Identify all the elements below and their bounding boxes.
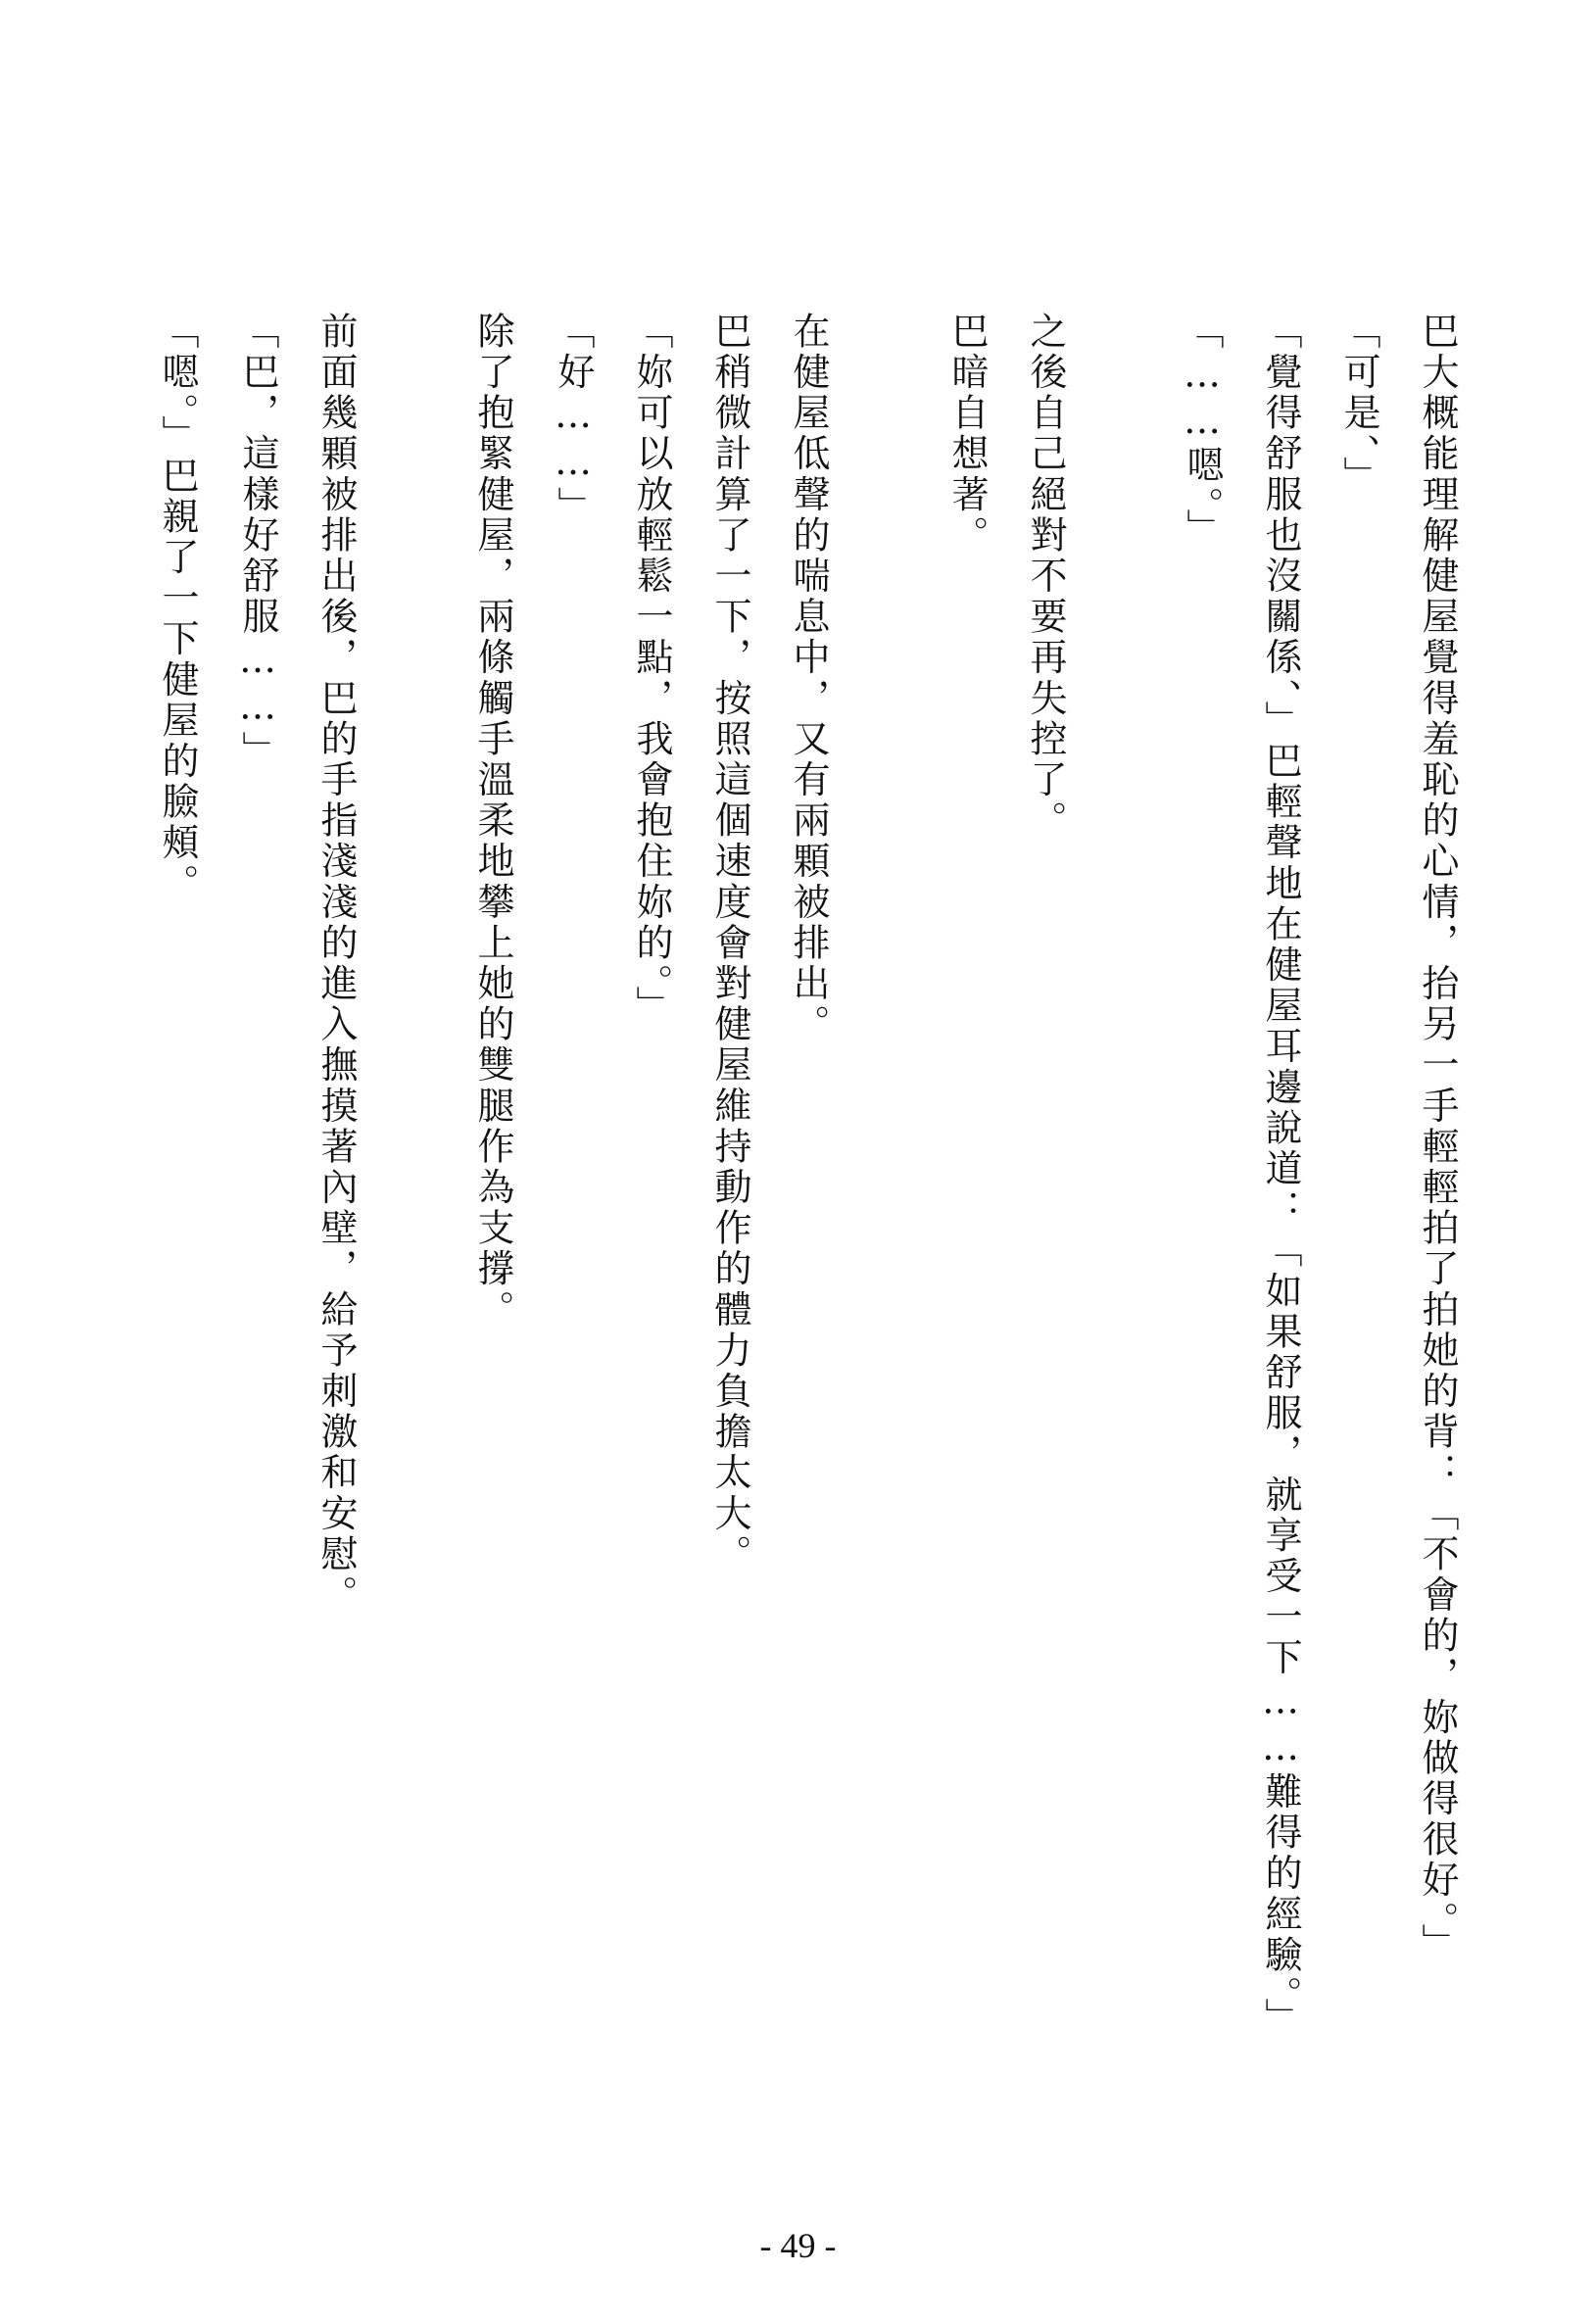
- text-line-7: 在健屋低聲的喘息中，又有兩顆被排出。: [787, 312, 830, 1045]
- text-line-3: 「覺得舒服也沒關係、」巴輕聲地在健屋耳邊說道：「如果舒服，就享受一下……難得的經驗。」: [1259, 312, 1302, 2039]
- text-line-4: 「……嗯。」: [1181, 312, 1224, 550]
- text-line-8: 巴稍微計算了一下，按照這個速度會對健屋維持動作的體力負擔太大。: [708, 312, 751, 1575]
- text-line-6: 巴暗自想著。: [945, 312, 989, 556]
- text-line-10: 「好……」: [552, 312, 595, 527]
- text-line-12: 前面幾顆被排出後，巴的手指淺淺的進入撫摸著內壁，給予刺激和安慰。: [314, 312, 358, 1617]
- text-line-2: 「可是、」: [1337, 312, 1380, 497]
- page-number: - 49 -: [759, 2226, 837, 2265]
- text-line-11: 除了抱緊健屋，兩條觸手溫柔地攀上她的雙腿作為支撐。: [471, 312, 514, 1330]
- text-line-14: 「嗯。」巴親了一下健屋的臉頰。: [156, 312, 199, 904]
- text-line-5: 之後自己絕對不要再失控了。: [1024, 312, 1067, 842]
- text-line-1: 巴大概能理解健屋覺得羞恥的心情，抬另一手輕輕拍了拍她的背：「不會的，妳做得很好。」: [1416, 312, 1459, 1964]
- text-line-9: 「妳可以放輕鬆一點，我會抱住妳的。」: [630, 312, 673, 1027]
- text-line-13: 「巴，這樣好舒服……」: [236, 312, 279, 772]
